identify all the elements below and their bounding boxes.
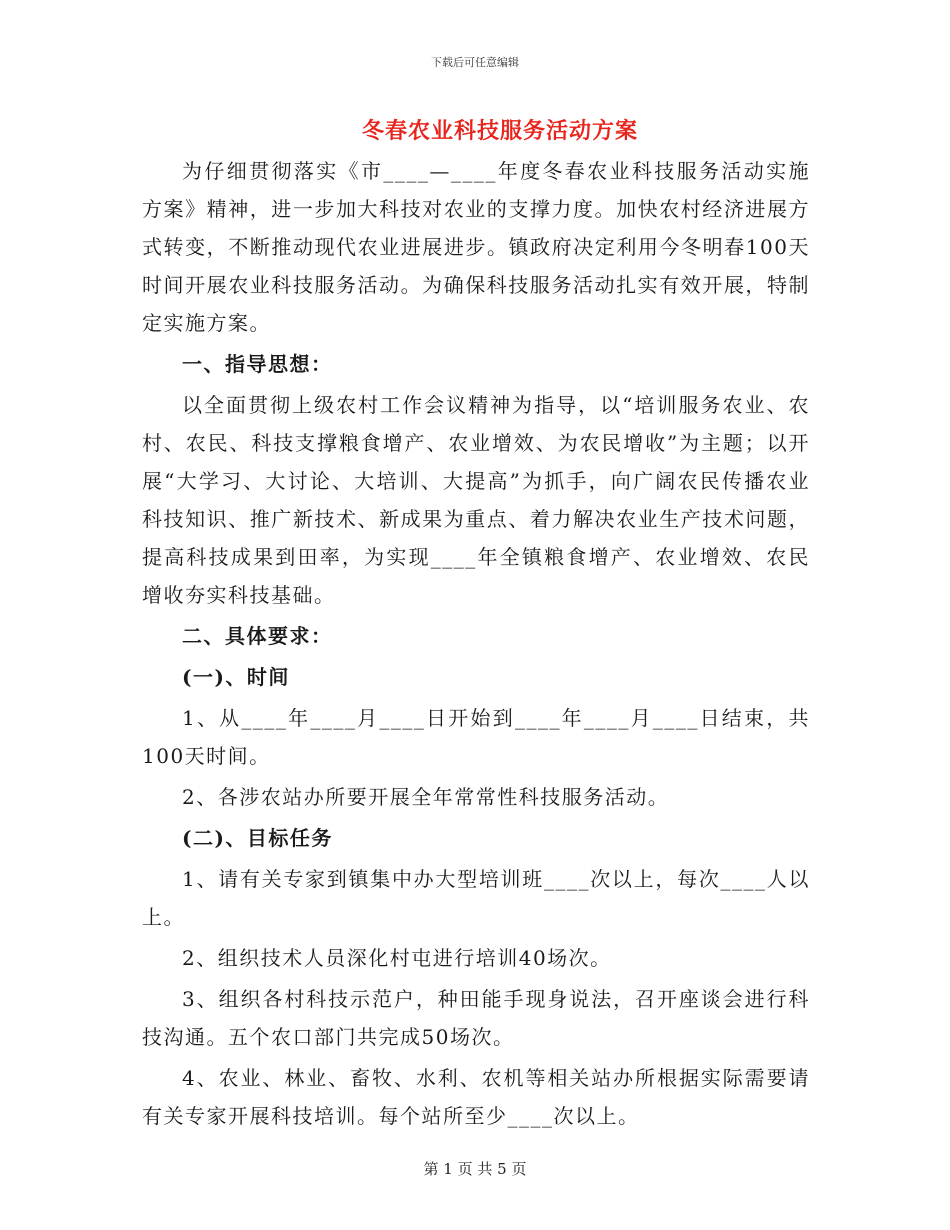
section-heading-guiding-thought: 一、指导思想： (182, 352, 333, 376)
subsection-heading-targets: (二)、目标任务 (182, 826, 333, 850)
target-item-2: 2、组织技术人员深化村屯进行培训40场次。 (182, 946, 612, 970)
time-item-1: 1、从____年____月____日开始到____年____月____日结束，共100天时间。 (142, 706, 810, 768)
document-body (142, 152, 810, 1138)
target-item-4: 4、农业、林业、畜牧、水利、农机等相关站办所根据实际需要请有关专家开展科技培训。每个站所至少____次以上。 (142, 1066, 810, 1128)
document-title: 冬春农业科技服务活动方案 (361, 118, 638, 144)
section-heading-requirements: 二、具体要求： (182, 624, 333, 648)
page-number: 第 1 页 共 5 页 (423, 1160, 527, 1178)
target-item-3: 3、组织各村科技示范户，种田能手现身说法，召开座谈会进行科技沟通。五个农口部门共完成50场次。 (142, 987, 810, 1049)
subsection-heading-time: (一)、时间 (182, 665, 290, 689)
intro-paragraph: 为仔细贯彻落实《市____—____年度冬春农业科技服务活动实施方案》精神，进一步加大科技对农业的支撑力度。加快农村经济进展方式转变，不断推动现代农业进展进步。镇政府决定利用今冬明春100天时间开展农业科技服务活动。为确保科技服务活动扎实有效开展，特制定实施方案。 (142, 159, 810, 335)
section-paragraph-guiding-thought: 以全面贯彻上级农村工作会议精神为指导，以“培训服务农业、农村、农民、科技支撑粮食增产、农业增效、为农民增收”为主题；以开展“大学习、大讨论、大培训、大提高”为抓手，向广阔农民传播农业科技知识、推广新技术、新成果为重点、着力解决农业生产技术问题，提高科技成果到田率，为实现____年全镇粮食增产、农业增效、农民增收夯实科技基础。 (142, 393, 810, 607)
time-item-2: 2、各涉农站办所要开展全年常常性科技服务活动。 (182, 785, 670, 809)
target-item-1: 1、请有关专家到镇集中办大型培训班____次以上，每次____人以上。 (142, 867, 810, 929)
download-note: 下载后可任意编辑 (431, 56, 519, 69)
